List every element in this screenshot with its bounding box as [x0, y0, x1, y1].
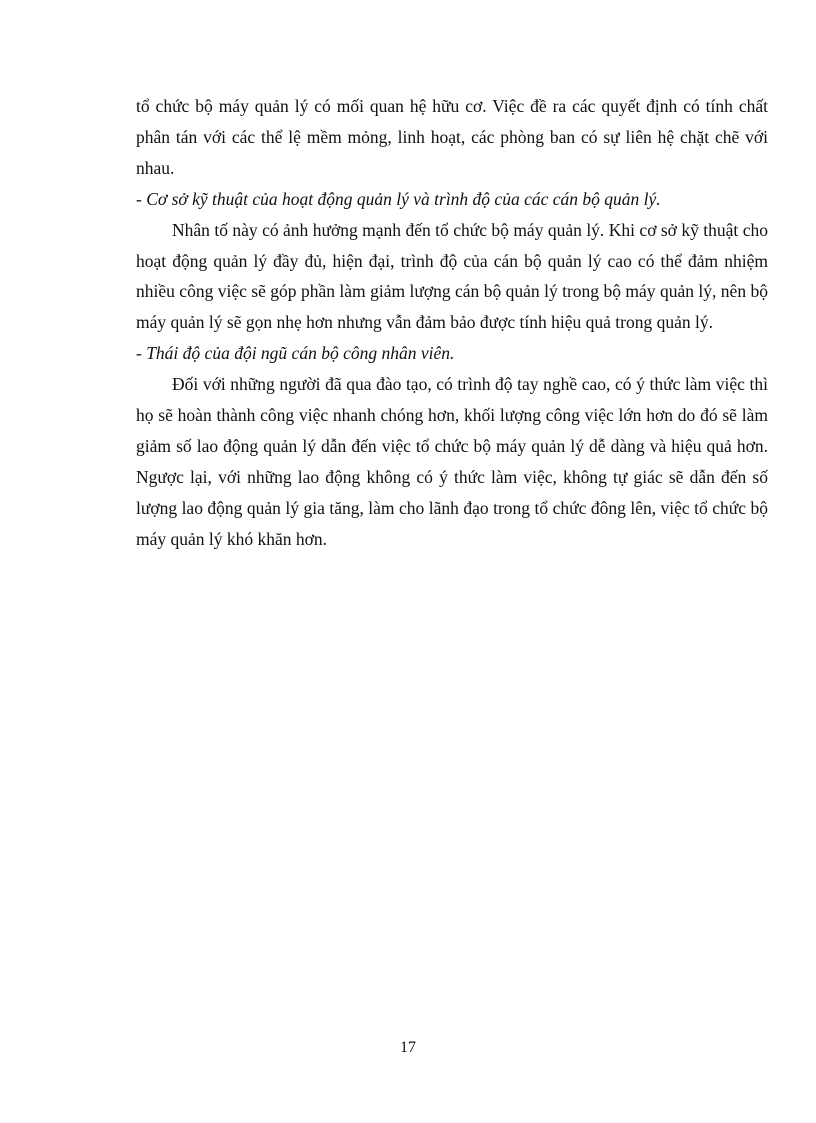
paragraph-org-structure-continued: tổ chức bộ máy quản lý có mối quan hệ hữu cơ. Việc đề ra các quyết định có tính chất phân tán với các thể lệ mềm mỏng, linh hoạt, các phòng ban có sự liên hệ chặt chẽ với nhau.: [136, 96, 768, 178]
subheading-technical-basis: - Cơ sở kỹ thuật của hoạt động quản lý và trình độ của các cán bộ quản lý.: [136, 188, 661, 209]
paragraph-technical-basis: Nhân tố này có ảnh hưởng mạnh đến tổ chức bộ máy quản lý. Khi cơ sở kỹ thuật cho hoạt động quản lý đầy đủ, hiện đại, trình độ của cán bộ quản lý cao có thể đảm nhiệm nhiều công việc sẽ góp phần làm giảm lượng cán bộ quản lý trong bộ máy quản lý, nên bộ máy quản lý sẽ gọn nhẹ hơn nhưng vẫn đảm bảo được tính hiệu quả trong quản lý.: [136, 219, 768, 333]
page-number: 17: [400, 1039, 416, 1056]
page-body: [136, 91, 768, 555]
subheading-staff-attitude: - Thái độ của đội ngũ cán bộ công nhân viên.: [136, 343, 455, 364]
paragraph-staff-attitude: Đối với những người đã qua đào tạo, có trình độ tay nghề cao, có ý thức làm việc thì họ sẽ hoàn thành công việc nhanh chóng hơn, khối lượng công việc lớn hơn do đó sẽ làm giảm số lao động quản lý dẫn đến việc tổ chức bộ máy quản lý dễ dàng và hiệu quả hơn. Ngược lại, với những lao động không có ý thức làm việc, không tự giác sẽ dẫn đến số lượng lao động quản lý gia tăng, làm cho lãnh đạo trong tổ chức đông lên, việc tổ chức bộ máy quản lý khó khăn hơn.: [136, 374, 768, 549]
